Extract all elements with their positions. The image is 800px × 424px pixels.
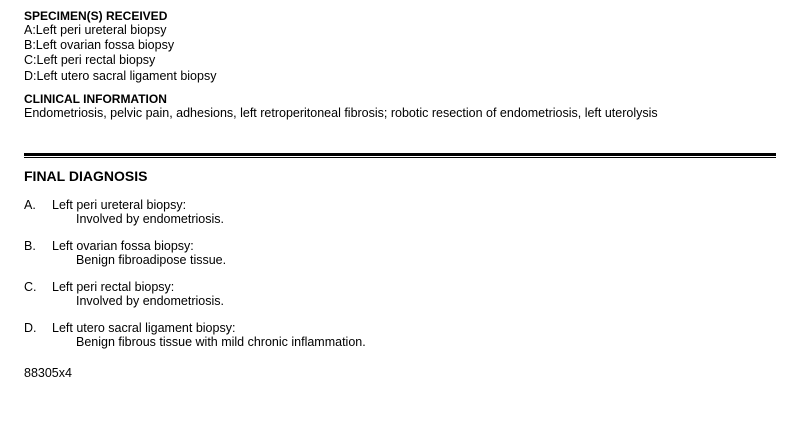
section-divider: [24, 153, 776, 158]
diagnosis-finding: Involved by endometriosis.: [76, 294, 224, 309]
final-diagnosis-heading: FINAL DIAGNOSIS: [24, 168, 148, 185]
specimen-item: B:Left ovarian fossa biopsy: [24, 38, 175, 53]
billing-code: 88305x4: [24, 366, 72, 381]
specimen-item: C:Left peri rectal biopsy: [24, 53, 156, 68]
diagnosis-letter: D.: [24, 321, 37, 336]
diagnosis-finding: Involved by endometriosis.: [76, 212, 224, 227]
pathology-report: [24, 9, 776, 380]
clinical-section: [24, 92, 776, 121]
diagnosis-item: [24, 198, 776, 226]
diagnosis-site: Left peri rectal biopsy:: [52, 280, 175, 295]
diagnosis-finding: Benign fibrous tissue with mild chronic inflammation.: [76, 335, 366, 350]
clinical-text: Endometriosis, pelvic pain, adhesions, left retroperitoneal fibrosis; robotic resection of endometriosis, left uterolysis: [24, 105, 658, 120]
diagnosis-letter: B.: [24, 239, 36, 254]
specimen-item: D:Left utero sacral ligament biopsy: [24, 68, 217, 83]
diagnosis-letter: A.: [24, 198, 36, 213]
clinical-heading: CLINICAL INFORMATION: [24, 91, 167, 106]
diagnosis-letter: C.: [24, 280, 37, 295]
diagnosis-site: Left utero sacral ligament biopsy:: [52, 321, 236, 336]
diagnosis-site: Left ovarian fossa biopsy:: [52, 239, 194, 254]
diagnosis-item: [24, 239, 776, 267]
specimens-heading: SPECIMEN(S) RECEIVED: [24, 9, 168, 23]
specimens-section: [24, 9, 776, 84]
diagnosis-item: [24, 280, 776, 308]
diagnosis-finding: Benign fibroadipose tissue.: [76, 253, 227, 268]
diagnosis-item: [24, 321, 776, 349]
diagnosis-site: Left peri ureteral biopsy:: [52, 198, 187, 213]
specimen-item: A:Left peri ureteral biopsy: [24, 23, 167, 37]
